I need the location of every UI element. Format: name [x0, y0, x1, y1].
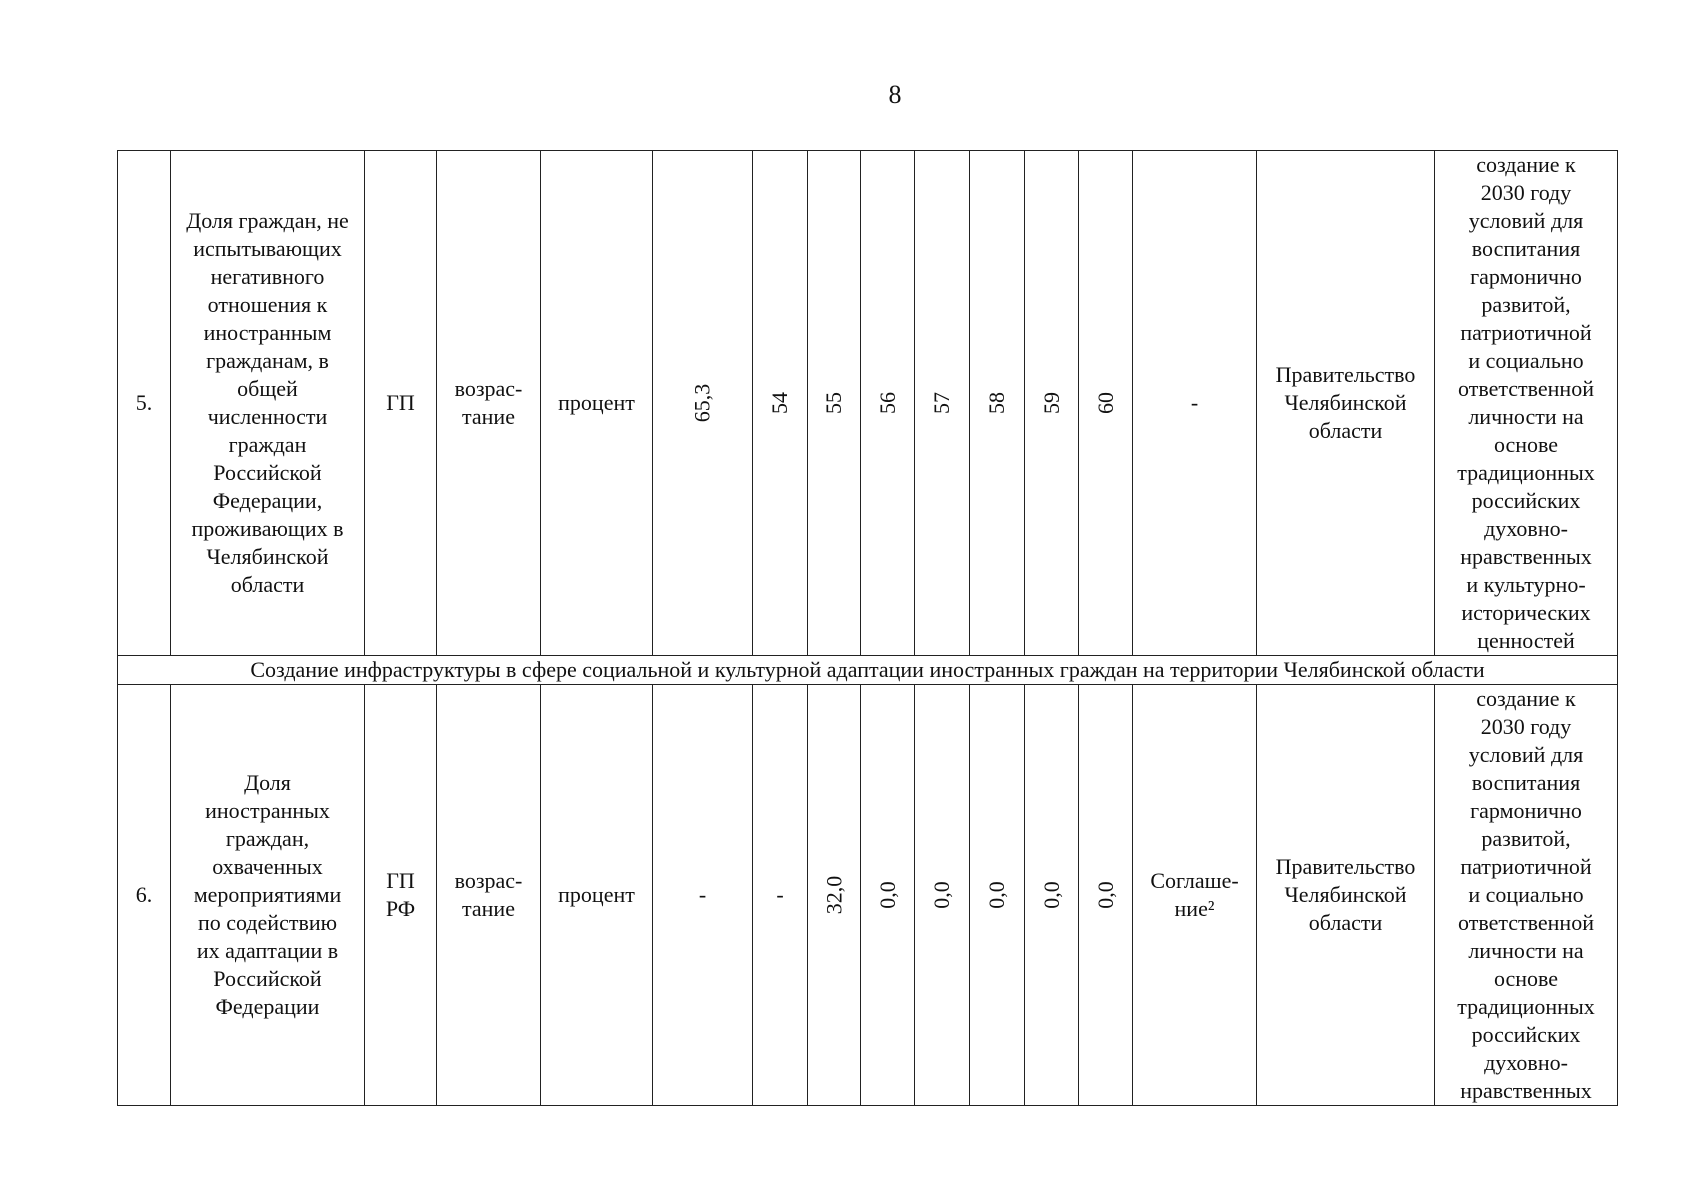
year-value [970, 685, 1025, 1106]
trend-direction [437, 151, 541, 656]
national-goal-line: исторических [1461, 600, 1591, 625]
responsible-body-line: Правительство [1275, 362, 1416, 387]
national-goal-line: патриотичной [1460, 854, 1592, 879]
national-goal-line: гармонично [1470, 264, 1582, 289]
indicator-row [118, 151, 1618, 656]
responsible-body [1257, 151, 1435, 656]
year-value-text: 0,0 [1038, 881, 1064, 909]
national-goal-line: условий для [1468, 208, 1584, 233]
indicator-row [118, 685, 1618, 1106]
trend-direction-line: тание [462, 404, 515, 429]
responsible-body-line: Челябинской [1284, 390, 1407, 415]
basis-document [1133, 685, 1257, 1106]
national-goal-line: личности на [1468, 938, 1584, 963]
year-value [915, 685, 970, 1106]
indicator-name-line: области [230, 572, 305, 597]
national-goal-line: ответственной [1458, 910, 1594, 935]
page-number: 8 [888, 80, 902, 109]
national-goal-line: российских [1471, 488, 1581, 513]
year-value-text: 57 [929, 392, 954, 414]
indicator-name-line: испытывающих [193, 236, 342, 261]
national-goal-line: развитой, [1481, 292, 1571, 317]
base-value [653, 151, 753, 656]
year-value [1079, 685, 1133, 1106]
national-goal-line: ценностей [1477, 628, 1575, 653]
year-value [1079, 151, 1133, 656]
basis-document [1133, 151, 1257, 656]
indicator-name-line: численности [207, 404, 328, 429]
responsible-body-line: области [1308, 418, 1383, 443]
year-value-text: 55 [821, 392, 846, 414]
trend-direction-line: возрас- [454, 868, 523, 893]
year-value-text: 0,0 [874, 881, 900, 909]
year-value-text: 60 [1092, 392, 1118, 414]
trend-direction-line: тание [462, 896, 515, 921]
year-value-text: 54 [767, 392, 792, 414]
year-value [1025, 685, 1079, 1106]
row-number-text: 6. [135, 882, 153, 907]
indicator-name-line: Доля граждан, не [186, 208, 349, 233]
indicator-name-line: проживающих в [191, 516, 344, 541]
year-value [915, 151, 970, 656]
row-number [118, 151, 171, 656]
section-row [118, 656, 1618, 685]
basis-document-line: Соглаше- [1150, 868, 1239, 893]
national-goal-line: 2030 году [1480, 180, 1572, 205]
row-number-text: 5. [135, 390, 153, 415]
indicator-name-line: общей [237, 376, 298, 401]
year-value-text: 58 [984, 392, 1009, 414]
year-value-text: 0,0 [929, 881, 954, 909]
program-type-line: ГП [386, 390, 415, 415]
program-type [365, 151, 437, 656]
national-goal-line: нравственных [1460, 544, 1592, 569]
indicator-name-line: негативного [210, 264, 325, 289]
national-goal-line: личности на [1468, 404, 1584, 429]
national-goal-line: воспитания [1471, 770, 1581, 795]
national-goal [1435, 151, 1618, 656]
row-number [118, 685, 171, 1106]
national-goal-line: и социально [1468, 882, 1584, 907]
indicator-name-line: граждан, [225, 826, 310, 851]
national-goal-line: нравственных [1460, 1078, 1592, 1103]
responsible-body-line: Челябинской [1284, 882, 1407, 907]
trend-direction-line: возрас- [454, 376, 523, 401]
indicator-name-line: отношения к [207, 292, 328, 317]
national-goal-line: создание к [1476, 152, 1576, 177]
indicator-name-line: мероприятиями [193, 882, 342, 907]
program-type-line: РФ [385, 896, 416, 921]
unit-of-measure [541, 151, 653, 656]
national-goal-line: патриотичной [1460, 320, 1592, 345]
responsible-body [1257, 685, 1435, 1106]
year-value [753, 151, 808, 656]
national-goal-line: основе [1493, 432, 1559, 457]
indicator-name [171, 151, 365, 656]
national-goal-line: духовно- [1484, 516, 1568, 541]
basis-document-line: - [1190, 390, 1199, 415]
responsible-body-line: области [1308, 910, 1383, 935]
indicator-name-line: Федерации [215, 994, 320, 1019]
national-goal-line: российских [1471, 1022, 1581, 1047]
year-value-text: 56 [874, 392, 900, 414]
indicator-name-line: по содействию [197, 910, 338, 935]
year-value [861, 151, 915, 656]
unit-text: процент [558, 390, 635, 415]
year-value-text: 0,0 [1092, 881, 1118, 909]
responsible-body-line: Правительство [1275, 854, 1416, 879]
indicator-name-line: охваченных [212, 854, 323, 879]
indicator-name-line: Российской [213, 460, 322, 485]
national-goal-line: создание к [1476, 686, 1576, 711]
national-goal-line: духовно- [1484, 1050, 1568, 1075]
national-goal-line: и социально [1468, 348, 1584, 373]
year-value-text: 32,0 [821, 875, 846, 915]
national-goal-line: традиционных [1457, 994, 1595, 1019]
indicator-name-line: граждан [228, 432, 307, 457]
basis-document-line: ние² [1174, 896, 1215, 921]
program-type [365, 685, 437, 1106]
year-value-text: 59 [1038, 392, 1064, 414]
indicator-name-line: иностранным [203, 320, 332, 345]
program-type-line: ГП [386, 868, 415, 893]
year-value [970, 151, 1025, 656]
indicator-name [171, 685, 365, 1106]
base-value-text: 65,3 [689, 383, 715, 423]
national-goal-line: и культурно- [1466, 572, 1586, 597]
indicator-name-line: гражданам, в [206, 348, 329, 373]
unit-of-measure [541, 685, 653, 1106]
national-goal-line: воспитания [1471, 236, 1581, 261]
national-goal-line: традиционных [1457, 460, 1595, 485]
indicator-name-line: Челябинской [206, 544, 329, 569]
national-goal-line: условий для [1468, 742, 1584, 767]
national-goal-line: основе [1493, 966, 1559, 991]
base-value-text: - [698, 882, 707, 907]
indicator-name-line: Российской [213, 966, 322, 991]
year-value-text: - [776, 882, 784, 907]
base-value [653, 685, 753, 1106]
national-goal-line: развитой, [1481, 826, 1571, 851]
year-value [1025, 151, 1079, 656]
indicator-name-line: Доля [244, 770, 291, 795]
national-goal-line: ответственной [1458, 376, 1594, 401]
year-value-text: 0,0 [984, 881, 1009, 909]
national-goal-line: 2030 году [1480, 714, 1572, 739]
indicators-table [117, 150, 1618, 1106]
indicator-name-line: иностранных [205, 798, 330, 823]
year-value [861, 685, 915, 1106]
indicator-name-line: их адаптации в [196, 938, 339, 963]
national-goal-line: гармонично [1470, 798, 1582, 823]
year-value [753, 685, 808, 1106]
year-value [808, 151, 861, 656]
unit-text: процент [558, 882, 635, 907]
trend-direction [437, 685, 541, 1106]
year-value [808, 685, 861, 1106]
section-title: Создание инфраструктуры в сфере социальной и культурной адаптации иностранных граждан на территории Челябинской области [118, 656, 1618, 685]
national-goal [1435, 685, 1618, 1106]
indicator-name-line: Федерации, [212, 488, 323, 513]
